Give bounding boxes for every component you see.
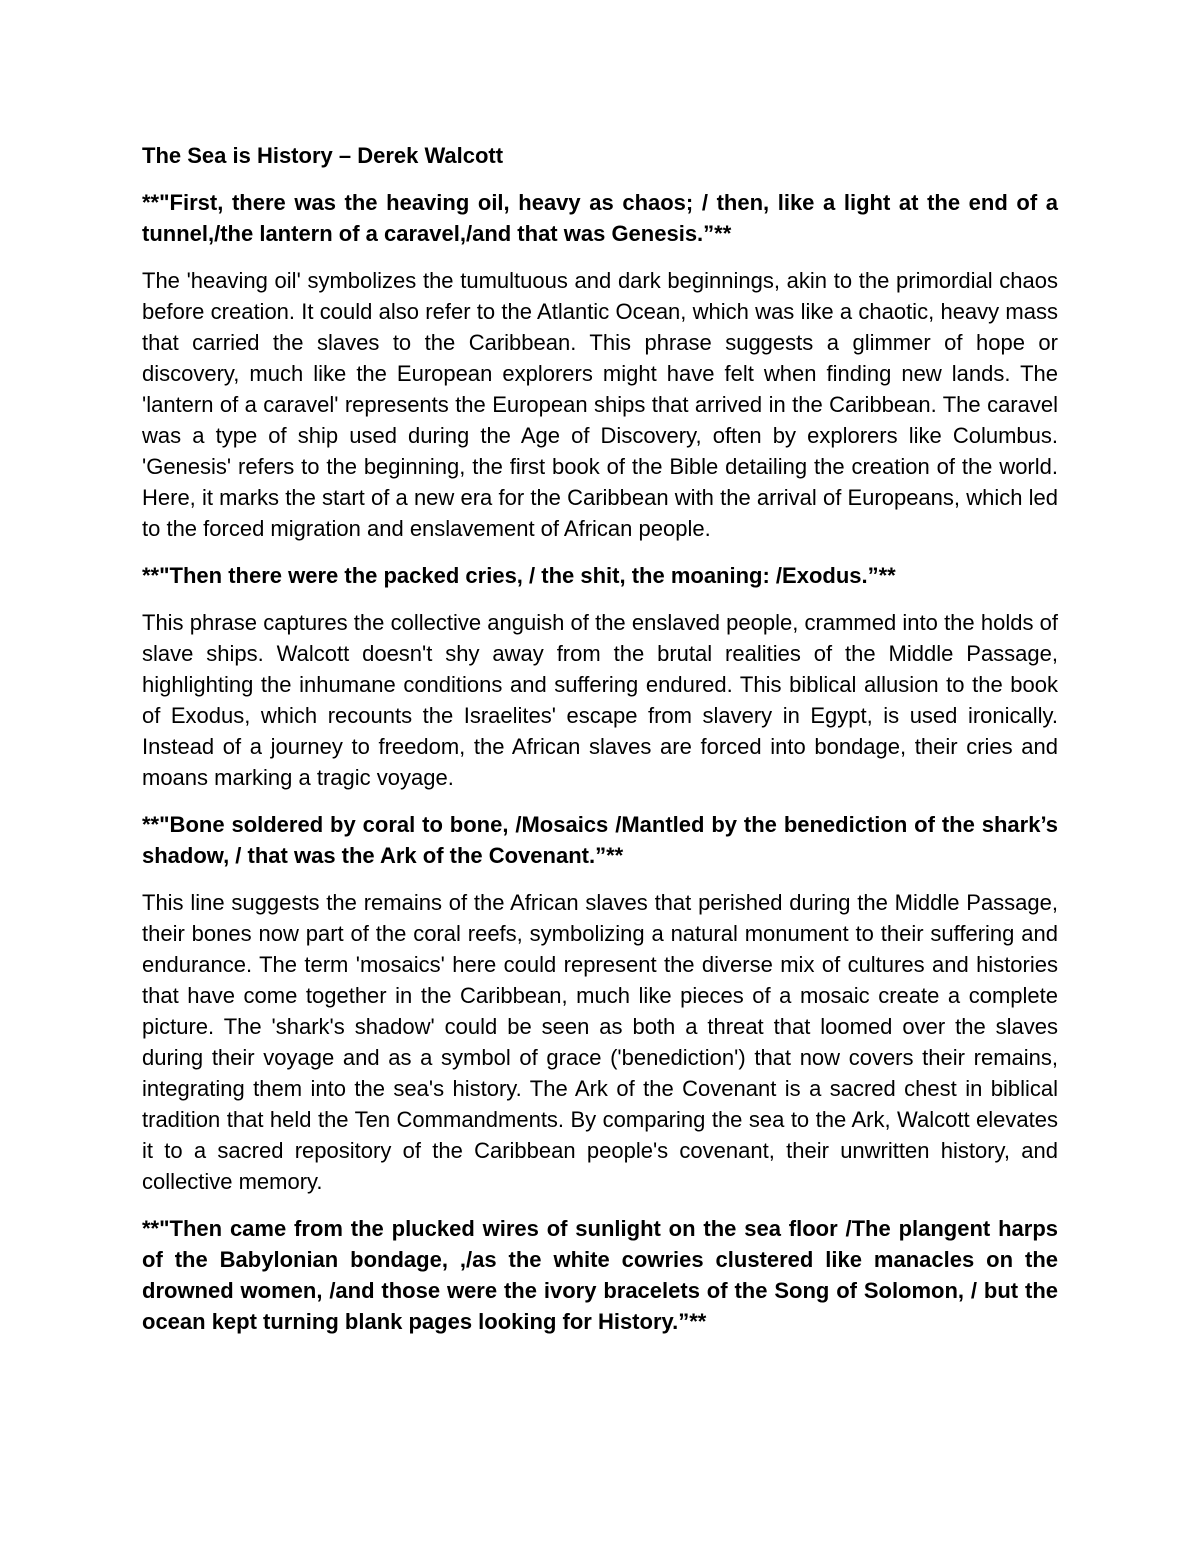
analysis-ark-of-covenant: This line suggests the remains of the African slaves that perished during the Middle Passage, their bones now part of the coral reefs, symbolizing a natural monument to their suffering and endurance. The term 'mosaics' here could represent the diverse mix of cultures and histories that have come together in the Caribbean, much like pieces of a mosaic create a complete picture. The 'shark's shadow' could be seen as both a threat that loomed over the slaves during their voyage and as a symbol of grace ('benediction') that now covers their remains, integrating them into the sea's history. The Ark of the Covenant is a sacred chest in biblical tradition that held the Ten Commandments. By comparing the sea to the Ark, Walcott elevates it to a sacred repository of the Caribbean people's covenant, their unwritten history, and collective memory. <box>142 890 1058 1194</box>
quote-exodus: **"Then there were the packed cries, / the shit, the moaning: /Exodus.”** <box>142 563 896 588</box>
document-title: The Sea is History – Derek Walcott <box>142 143 504 168</box>
quote-babylonian-bondage: **"Then came from the plucked wires of sunlight on the sea floor /The plangent harps of the Babylonian bondage, ,/as the white cowries clustered like manacles on the drowned women, /and those were the ivory bracelets of the Song of Solomon, / but the ocean kept turning blank pages looking for History.”** <box>142 1216 1058 1334</box>
analysis-genesis: The 'heaving oil' symbolizes the tumultuous and dark beginnings, akin to the primordial chaos before creation. It could also refer to the Atlantic Ocean, which was like a chaotic, heavy mass that carried the slaves to the Caribbean. This phrase suggests a glimmer of hope or discovery, much like the European explorers might have felt when finding new lands. The 'lantern of a caravel' represents the European ships that arrived in the Caribbean. The caravel was a type of ship used during the Age of Discovery, often by explorers like Columbus. 'Genesis' refers to the beginning, the first book of the Bible detailing the creation of the world. Here, it marks the start of a new era for the Caribbean with the arrival of Europeans, which led to the forced migration and enslavement of African people. <box>142 268 1058 541</box>
document-page <box>142 140 1058 1353</box>
quote-ark-of-covenant: **"Bone soldered by coral to bone, /Mosaics /Mantled by the benediction of the shark’s shadow, / that was the Ark of the Covenant.”** <box>142 812 1058 868</box>
analysis-exodus: This phrase captures the collective anguish of the enslaved people, crammed into the holds of slave ships. Walcott doesn't shy away from the brutal realities of the Middle Passage, highlighting the inhumane conditions and suffering endured. This biblical allusion to the book of Exodus, which recounts the Israelites' escape from slavery in Egypt, is used ironically. Instead of a journey to freedom, the African slaves are forced into bondage, their cries and moans marking a tragic voyage. <box>142 610 1058 790</box>
quote-genesis: **"First, there was the heaving oil, heavy as chaos; / then, like a light at the end of a tunnel,/the lantern of a caravel,/and that was Genesis.”** <box>142 190 1058 246</box>
